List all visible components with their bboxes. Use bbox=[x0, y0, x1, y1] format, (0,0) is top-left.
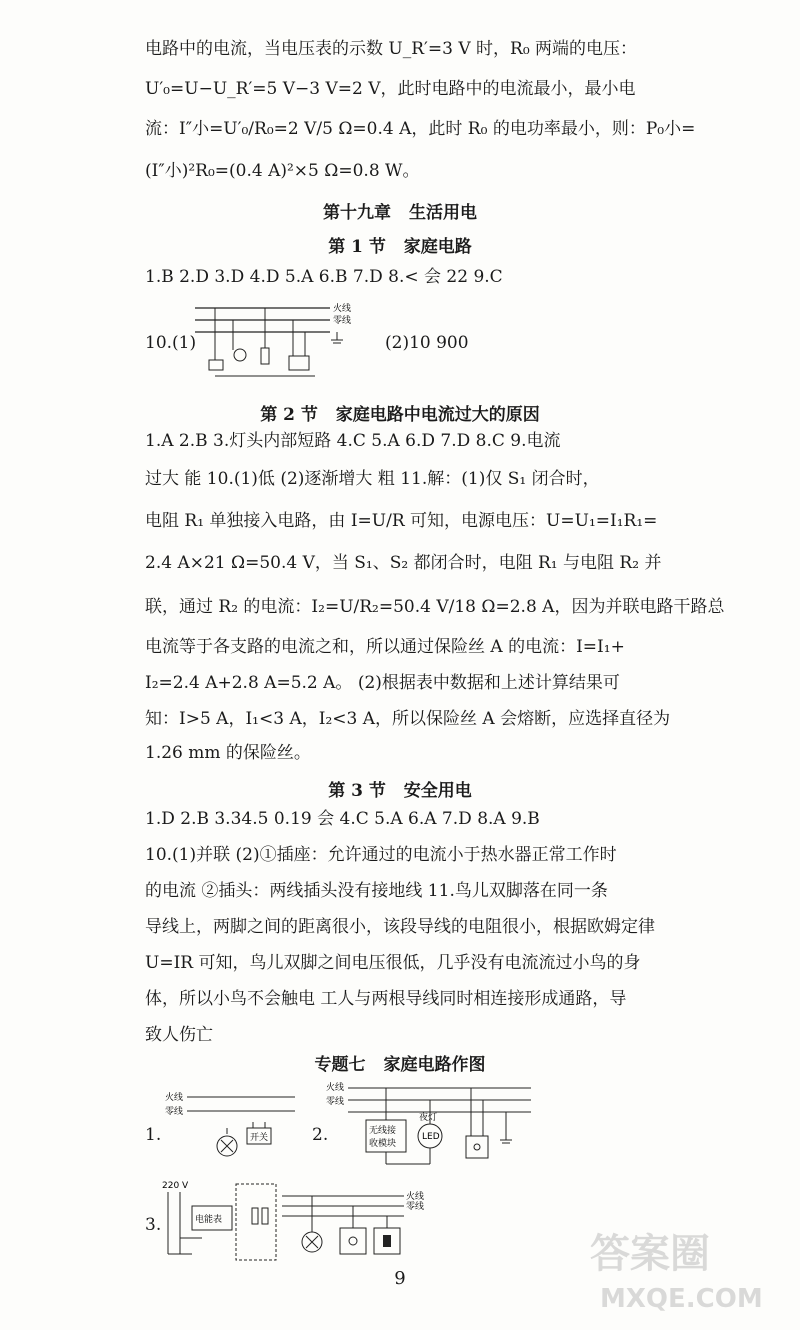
meter-label: 电能表 bbox=[195, 1215, 223, 1225]
q10-part2: (2)10 900 bbox=[385, 333, 469, 353]
topic-subtitle: 家庭电路作图 bbox=[383, 1055, 486, 1075]
live-label: 火线 bbox=[165, 1093, 184, 1103]
watermark-text-1: 答案圈 bbox=[590, 1231, 710, 1277]
circuit-diagram-q2 bbox=[326, 1080, 536, 1172]
section-subtitle: 家庭电路中电流过大的原因 bbox=[335, 405, 540, 425]
neutral-label: 零线 bbox=[333, 316, 352, 326]
watermark-text-2: MXQE.COM bbox=[600, 1284, 763, 1314]
text-line: 的电流 ②插头：两线插头没有接地线 11.鸟儿双脚落在同一条 bbox=[145, 881, 608, 901]
text-line: (I″小)²R₀=(0.4 A)²×5 Ω=0.8 W。 bbox=[145, 161, 420, 181]
live-label: 火线 bbox=[333, 304, 352, 314]
text-line: 10.(1)并联 (2)①插座：允许通过的电流小于热水器正常工作时 bbox=[145, 845, 617, 865]
q1-number: 1. bbox=[145, 1125, 162, 1145]
text-line: 1.D 2.B 3.34.5 0.19 会 4.C 5.A 6.A 7.D 8.A 9.B bbox=[145, 809, 540, 829]
live-label: 火线 bbox=[406, 1192, 425, 1202]
night-light-label: 夜灯 bbox=[419, 1113, 438, 1123]
socket-icon bbox=[340, 1228, 366, 1254]
q10-prefix: 10.(1) bbox=[145, 333, 197, 353]
text-line: 体，所以小鸟不会触电 工人与两根导线同时相连接形成通路，导 bbox=[145, 989, 627, 1009]
neutral-label: 零线 bbox=[406, 1202, 425, 1212]
section-heading bbox=[0, 232, 800, 257]
q2-number: 2. bbox=[312, 1125, 329, 1145]
switch-label: 开关 bbox=[250, 1133, 269, 1143]
section-title: 第 3 节 bbox=[328, 781, 386, 801]
answer-line: 1.B 2.D 3.D 4.D 5.A 6.B 7.D 8.< 会 22 9.C bbox=[145, 267, 503, 287]
text-line: U=IR 可知，鸟儿双脚之间电压很低，几乎没有电流流过小鸟的身 bbox=[145, 953, 641, 973]
voltage-label: 220 V bbox=[162, 1181, 189, 1191]
chapter-heading bbox=[0, 198, 800, 223]
text-line: I₂=2.4 A+2.8 A=5.2 A。 (2)根据表中数据和上述计算结果可 bbox=[145, 673, 620, 693]
socket-icon bbox=[466, 1136, 488, 1158]
chapter-subtitle: 生活用电 bbox=[408, 203, 477, 223]
bulb-icon bbox=[302, 1232, 322, 1252]
text-line: 电路中的电流，当电压表的示数 U_R′=3 V 时，R₀ 两端的电压： bbox=[145, 39, 638, 59]
section-heading bbox=[0, 776, 800, 801]
text-line: U′₀=U−U_R′=5 V−3 V=2 V，此时电路中的电流最小，最小电 bbox=[145, 79, 636, 99]
live-label: 火线 bbox=[326, 1083, 345, 1093]
section-subtitle: 家庭电路 bbox=[403, 237, 472, 257]
chapter-title: 第十九章 bbox=[323, 203, 392, 223]
text-line: 1.26 mm 的保险丝。 bbox=[145, 743, 311, 763]
watermark-logo bbox=[580, 1212, 780, 1322]
page-number: 9 bbox=[394, 1268, 406, 1289]
neutral-label: 零线 bbox=[165, 1107, 184, 1117]
text-line: 导线上，两脚之间的距离很小，该段导线的电阻很小，根据欧姆定律 bbox=[145, 917, 655, 937]
bulb-icon bbox=[217, 1128, 237, 1156]
text-line: 联，通过 R₂ 的电流：I₂=U/R₂=50.4 V/18 Ω=2.8 A，因为并联电路干路总 bbox=[145, 597, 725, 617]
circuit-diagram-q3 bbox=[162, 1178, 452, 1262]
q3-number: 3. bbox=[145, 1215, 162, 1235]
section-title: 第 1 节 bbox=[328, 237, 386, 257]
text-line: 流：I″小=U′₀/R₀=2 V/5 Ω=0.4 A，此时 R₀ 的电功率最小，则：P₀小= bbox=[145, 119, 696, 139]
text-line: 2.4 A×21 Ω=50.4 V，当 S₁、S₂ 都闭合时，电阻 R₁ 与电阻 R₂ 并 bbox=[145, 553, 662, 573]
section-title: 第 2 节 bbox=[260, 405, 318, 425]
module-label-1: 无线接 bbox=[369, 1126, 397, 1136]
module-label-2: 收模块 bbox=[369, 1139, 397, 1149]
circuit-diagram-q1 bbox=[165, 1088, 305, 1168]
topic-title: 专题七 bbox=[314, 1055, 366, 1075]
circuit-diagram-q10 bbox=[195, 300, 375, 382]
section-heading bbox=[0, 400, 800, 425]
topic-heading bbox=[0, 1050, 800, 1075]
neutral-label: 零线 bbox=[326, 1097, 345, 1107]
section-subtitle: 安全用电 bbox=[403, 781, 472, 801]
text-line: 知：I>5 A，I₁<3 A，I₂<3 A，所以保险丝 A 会熔断，应选择直径为 bbox=[145, 709, 671, 729]
text-line: 致人伤亡 bbox=[145, 1025, 213, 1045]
text-line: 过大 能 10.(1)低 (2)逐渐增大 粗 11.解：(1)仅 S₁ 闭合时， bbox=[145, 469, 600, 489]
text-line: 1.A 2.B 3.灯头内部短路 4.C 5.A 6.D 7.D 8.C 9.电流 bbox=[145, 431, 561, 451]
led-label: LED bbox=[422, 1132, 440, 1142]
text-line: 电流等于各支路的电流之和，所以通过保险丝 A 的电流：I=I₁+ bbox=[145, 637, 625, 657]
text-line: 电阻 R₁ 单独接入电路，由 I=U/R 可知，电源电压：U=U₁=I₁R₁= bbox=[145, 511, 658, 531]
